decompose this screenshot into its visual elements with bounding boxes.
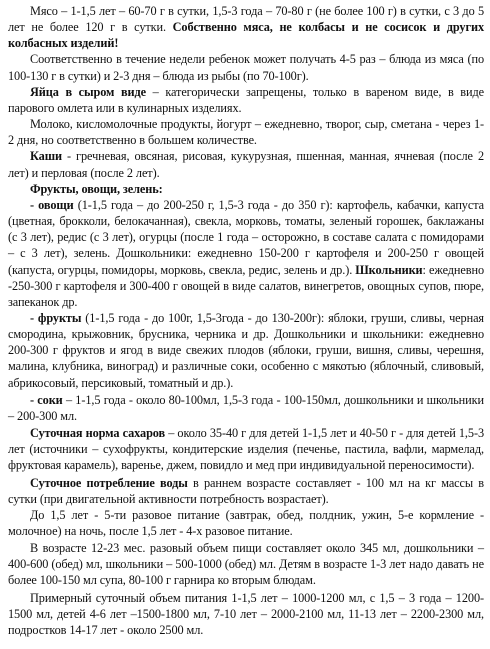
water-paragraph	[8, 475, 484, 507]
fish-paragraph	[8, 51, 484, 83]
text-run: : ежедневно -250-300 г картофеля и 300-400 г овощей в виде салатов, винегретов, овощных супов, пюре, запеканок др.	[8, 262, 484, 309]
text-run: В возрасте 12-23 мес. разовый объем пищи составляет около 345 мл, дошкольники – 400-600 (обед) мл, школьники – 500-1000 (обед) мл. Детям в возрасте 1-3 лет надо давать не более 100-150 мл супа, 80-100 г гарнира ко вторым блюдам.	[8, 541, 484, 588]
bold-text-run: - овощи	[30, 197, 74, 212]
text-run: Мясо – 1-1,5 лет – 60-70 г в сутки, 1,5-3 года – 70-80 г (не более 100 г) в сутки, с 3 до 5 лет не более 120 г в сутки.	[8, 4, 484, 35]
bold-text-run: Фрукты, овощи, зелень:	[30, 181, 163, 196]
bold-text-run: Суточная норма сахаров	[30, 426, 166, 441]
text-run: – категорически запрещены, только в вареном виде, в виде парового омлета или в кулинарных изделиях.	[8, 84, 484, 115]
portion-paragraph	[8, 540, 484, 588]
sugar-paragraph	[8, 425, 484, 473]
juices-paragraph	[8, 392, 484, 424]
bold-text-run: Собственно мяса, не колбасы и не сосисок и других колбасных изделий!	[8, 20, 485, 51]
vegetables-paragraph	[8, 197, 484, 310]
text-run: в раннем возрасте составляет - 100 мл на кг массы в сутки (при двигательной активности потребность возрастает).	[8, 475, 484, 506]
meals-paragraph	[8, 507, 484, 539]
text-run: - гречневая, овсяная, рисовая, кукурузная, пшенная, манная, ячневая (после 2 лет) и перловая (после 2 лет).	[8, 149, 484, 180]
bold-text-run: - соки	[30, 392, 63, 407]
cereals-paragraph	[8, 148, 484, 180]
text-run: (1-1,5 года - до 100г, 1,5-3года - до 130-200г): яблоки, груши, сливы, черная смородина, крыжовник, брусника, черника и др. Дошкольники и школьники: ежедневно 200-300 г фруктов и ягод в виде свежих плодов (яблоки, груши, вишня, сливы, черешня, малина, клубника, виноград) и различные соки, особенно с мякотью (яблочный, сливовый, абрикосовый, персиковый, томатный и др.).	[8, 310, 484, 390]
text-run: Примерный суточный объем питания 1-1,5 лет – 1000-1200 мл, с 1,5 – 3 года – 1200-1500 мл, детей 4-6 лет –1500-1800 мл, 7-10 лет – 2000-2100 мл, 11-13 лет – 2200-2300 мл, подростков 14-17 лет - около 2500 мл.	[8, 590, 484, 637]
bold-text-run: - фрукты	[30, 310, 82, 325]
bold-text-run: Каши	[30, 149, 62, 164]
daily-volume-paragraph	[8, 590, 484, 638]
bold-text-run: Суточное потребление воды	[30, 475, 188, 490]
bold-text-run: Яйца в сыром виде	[30, 84, 146, 99]
text-run: До 1,5 лет - 5-ти разовое питание (завтрак, обед, полдник, ужин, 5-е кормление - молочное) на ночь, после 1,5 лет - 4-х разовое питание.	[8, 507, 484, 538]
fruits-heading	[8, 181, 484, 197]
eggs-paragraph	[8, 84, 484, 116]
text-run: – около 35-40 г для детей 1-1,5 лет и 40-50 г - для детей 1,5-3 лет (источники – сухофрукты, кондитерские изделия (печенье, пастила, вафли, мармелад, фруктовая карамель), варенье, джем, повидло и мед при индивидуальной переносимости).	[8, 426, 484, 473]
text-run: Соответственно в течение недели ребенок может получать 4-5 раз – блюда из мяса (по 100-130 г в сутки) и 2-3 дня – блюда из рыбы (по 70-100г).	[8, 52, 484, 83]
bold-text-run: Школьники	[355, 262, 423, 277]
dairy-paragraph	[8, 116, 484, 148]
text-run: Молоко, кисломолочные продукты, йогурт – ежедневно, творог, сыр, сметана - через 1-2 дня, но соответственно в большем количестве.	[8, 117, 484, 148]
text-run: (1-1,5 года – до 200-250 г, 1,5-3 года - до 350 г): картофель, кабачки, капуста (цветная, брокколи, белокачанная), свекла, морковь, томаты, зеленый горошек, баклажаны (с 3 лет), редис (с 3 лет), огурцы (после 1 года – осторожно, в составе салата с помидорами – с 3 лет), зелень. Дошкольники: ежедневно 150-200 г картофеля и 200-250 г овощей (капуста, огурцы, помидоры, морковь, свекла, редис, зелень и др.).	[8, 197, 484, 277]
fruits-paragraph	[8, 310, 484, 391]
text-run: – 1-1,5 года - около 80-100мл, 1,5-3 года - 100-150мл, дошкольники и школьники – 200-300 мл.	[8, 392, 484, 423]
meat-paragraph	[8, 3, 484, 51]
